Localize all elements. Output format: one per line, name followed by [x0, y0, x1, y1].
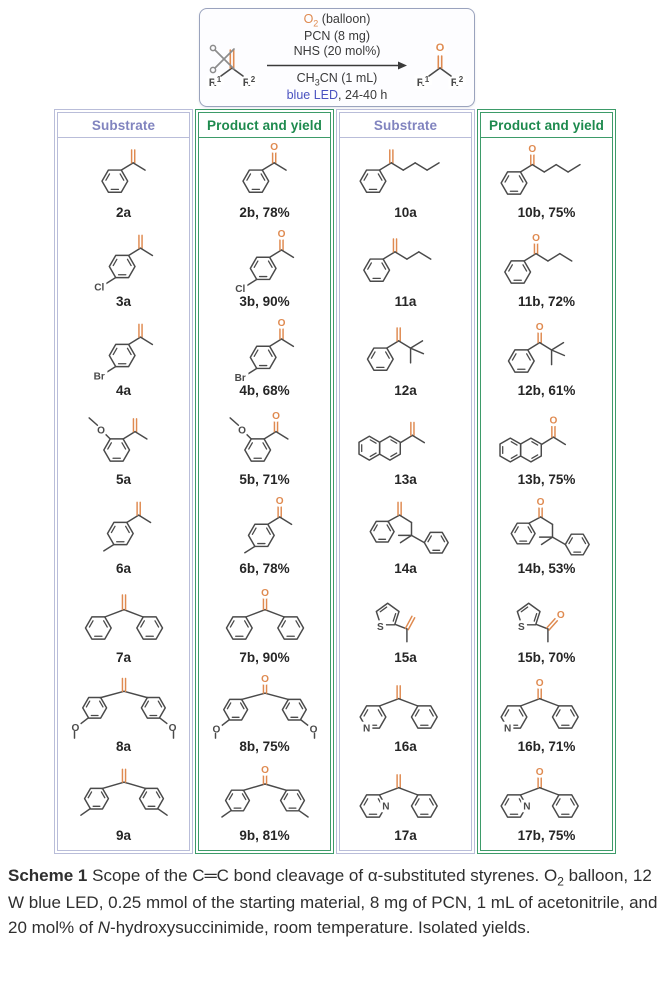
text-run: O [303, 11, 314, 26]
compound-cell-7a [58, 583, 189, 672]
svg-text:O: O [536, 497, 545, 509]
scheme-caption [8, 864, 664, 941]
text-run: blue LED [286, 88, 339, 103]
text-run: 3 [314, 77, 320, 88]
text-run: CH [296, 70, 315, 85]
compound-cell-8b [199, 672, 330, 761]
structure-4a [60, 317, 188, 383]
text-run: PCN (8 mg) [304, 29, 370, 44]
compound-cell-17a [340, 761, 471, 850]
condition-light [287, 88, 388, 103]
text-run: 2 [313, 18, 319, 29]
compound-cell-5a [58, 405, 189, 494]
column-header-prod: Product and yield [199, 113, 330, 138]
svg-text:O: O [435, 41, 445, 54]
text-run: -hydroxysuccinimide, room temperature. Isolated yields. [110, 918, 531, 937]
compound-label-12b: 12b, 61% [517, 383, 576, 398]
svg-text:O: O [548, 415, 557, 427]
reaction-arrow-icon [267, 61, 407, 70]
svg-text:R1: $R^1$ [208, 74, 222, 89]
substrate-scope-table [57, 112, 613, 851]
compound-label-6b: 6b, 78% [239, 561, 290, 576]
compound-label-5b: 5b, 71% [239, 472, 290, 487]
svg-text:O: O [309, 724, 318, 736]
compound-cell-2a [58, 138, 189, 227]
svg-text:O: O [168, 722, 177, 734]
compound-cell-9b [199, 761, 330, 850]
svg-text:N: N [522, 801, 530, 813]
text-run: CN (1 mL) [319, 70, 378, 85]
compound-cell-12a [340, 316, 471, 405]
structure-5b [201, 406, 329, 472]
structure-16b [483, 673, 611, 739]
condition-pcn [304, 29, 370, 44]
text-run: (balloon) [318, 11, 371, 26]
svg-text:N: N [503, 723, 511, 735]
compound-label-8b: 8b, 75% [239, 739, 290, 754]
svg-text:O: O [275, 496, 284, 508]
structure-12a [342, 317, 470, 383]
compound-cell-16a [340, 672, 471, 761]
compound-cell-6b [199, 494, 330, 583]
compound-label-4a: 4a [115, 383, 132, 398]
structure-14a [342, 495, 470, 561]
compound-label-13b: 13b, 75% [517, 472, 576, 487]
compound-cell-4a [58, 316, 189, 405]
compound-label-6a: 6a [115, 561, 132, 576]
scheme-caption-label: Scheme 1 [8, 866, 88, 885]
compound-cell-10a [340, 138, 471, 227]
compound-cell-10b [481, 138, 612, 227]
text-run: NHS (20 mol%) [293, 44, 381, 59]
svg-text:O: O [535, 677, 544, 689]
compound-cell-11b [481, 227, 612, 316]
svg-text:S: S [376, 621, 384, 633]
svg-text:O: O [211, 724, 220, 736]
compound-label-5a: 5a [115, 472, 132, 487]
svg-text:O: O [527, 143, 536, 155]
svg-text:N: N [362, 723, 370, 735]
compound-label-2b: 2b, 78% [239, 205, 290, 220]
svg-text:O: O [277, 229, 285, 241]
compound-cell-15b [481, 583, 612, 672]
structure-16a [342, 673, 470, 739]
compound-cell-9a [58, 761, 189, 850]
svg-text:O: O [260, 765, 269, 776]
structure-15a [342, 584, 470, 650]
svg-text:O: O [535, 321, 544, 333]
structure-2a [60, 139, 188, 205]
compound-label-12a: 12a [394, 383, 417, 398]
compound-cell-14b [481, 494, 612, 583]
svg-text:O: O [70, 722, 79, 734]
compound-cell-15a [340, 583, 471, 672]
text-run: Scope of the C═C bond cleavage of α-substituted styrenes. O [87, 866, 558, 885]
structure-14b [483, 495, 611, 561]
svg-text:Cl: Cl [234, 284, 245, 294]
reaction-conditions [263, 12, 411, 104]
compound-cell-7b [199, 583, 330, 672]
table-column-sub-3 [339, 112, 472, 851]
column-header-sub: Substrate [58, 113, 189, 138]
compound-label-3b: 3b, 90% [239, 294, 290, 309]
compound-label-11a: 11a [394, 294, 417, 309]
structure-11b [483, 228, 611, 294]
structure-9b [201, 762, 329, 828]
compound-cell-5b [199, 405, 330, 494]
structure-3a [60, 228, 188, 294]
structure-17b [483, 762, 611, 828]
compound-cell-3a [58, 227, 189, 316]
compound-label-15b: 15b, 70% [517, 650, 576, 665]
structure-17a [342, 762, 470, 828]
condition-oxygen [304, 12, 371, 29]
svg-text:O: O [260, 674, 269, 686]
condition-solvent [297, 71, 378, 88]
compound-cell-16b [481, 672, 612, 761]
svg-text:O: O [237, 425, 246, 437]
svg-text:O: O [531, 232, 540, 244]
product-structure-generic [411, 26, 471, 90]
text-run: N [97, 918, 111, 937]
compound-label-11b: 11b, 72% [517, 294, 576, 309]
compound-label-3a: 3a [115, 294, 132, 309]
structure-7a [60, 584, 188, 650]
compound-cell-12b [481, 316, 612, 405]
svg-text:O: O [96, 425, 105, 437]
text-run: , 24-40 h [338, 88, 388, 103]
text-run: balloon, 12 W blue LED, 0.25 mmol of the starting material, 8 mg of PCN, 1 mL of acetonitrile, and 20 mol% of [8, 866, 658, 937]
structure-15b [483, 584, 611, 650]
compound-label-14a: 14a [394, 561, 417, 576]
table-column-sub-1 [57, 112, 190, 851]
table-column-prod-2 [198, 112, 331, 851]
compound-label-9a: 9a [115, 828, 132, 843]
compound-cell-13a [340, 405, 471, 494]
compound-label-2a: 2a [115, 205, 132, 220]
scheme-caption-text [8, 866, 657, 937]
compound-label-7b: 7b, 90% [239, 650, 290, 665]
svg-text:O: O [277, 318, 285, 330]
reaction-conditions-box [199, 8, 475, 107]
structure-6b [201, 495, 329, 561]
svg-text:O: O [556, 609, 565, 621]
svg-text:Cl: Cl [93, 282, 104, 294]
compound-label-7a: 7a [115, 650, 132, 665]
svg-text:R2: $R^2$ [450, 74, 464, 89]
table-column-prod-4 [480, 112, 613, 851]
svg-text:O: O [260, 587, 269, 599]
column-header-sub: Substrate [340, 113, 471, 138]
compound-cell-2b [199, 138, 330, 227]
compound-cell-17b [481, 761, 612, 850]
structure-3b [201, 228, 329, 294]
compound-cell-11a [340, 227, 471, 316]
compound-cell-8a [58, 672, 189, 761]
compound-cell-4b [199, 316, 330, 405]
structure-12b [483, 317, 611, 383]
compound-label-9b: 9b, 81% [239, 828, 290, 843]
compound-label-14b: 14b, 53% [517, 561, 576, 576]
compound-cell-13b [481, 405, 612, 494]
svg-text:O: O [269, 142, 278, 153]
structure-11a [342, 228, 470, 294]
svg-text:Br: Br [234, 373, 246, 383]
structure-6a [60, 495, 188, 561]
structure-13b [483, 406, 611, 472]
structure-13a [342, 406, 470, 472]
compound-label-17b: 17b, 75% [517, 828, 576, 843]
compound-label-4b: 4b, 68% [239, 383, 290, 398]
compound-label-15a: 15a [394, 650, 417, 665]
structure-5a [60, 406, 188, 472]
structure-10a [342, 139, 470, 205]
compound-label-17a: 17a [394, 828, 417, 843]
svg-text:R2: $R^2$ [242, 74, 256, 89]
compound-cell-14a [340, 494, 471, 583]
structure-9a [60, 762, 188, 828]
structure-2b [201, 139, 329, 205]
svg-text:O: O [535, 766, 544, 778]
structure-8a [60, 673, 188, 739]
condition-nhs [294, 44, 381, 59]
structure-4b [201, 317, 329, 383]
structure-7b [201, 584, 329, 650]
svg-text:N: N [381, 801, 389, 813]
structure-10b [483, 139, 611, 205]
column-header-prod: Product and yield [481, 113, 612, 138]
compound-label-16b: 16b, 71% [517, 739, 576, 754]
compound-cell-6a [58, 494, 189, 583]
svg-text:R1: $R^1$ [416, 74, 430, 89]
compound-label-13a: 13a [394, 472, 417, 487]
compound-label-8a: 8a [115, 739, 132, 754]
text-run: 2 [557, 874, 564, 889]
substrate-structure-generic [203, 26, 263, 90]
compound-label-10b: 10b, 75% [517, 205, 576, 220]
svg-text:S: S [517, 621, 525, 633]
compound-label-10a: 10a [394, 205, 417, 220]
svg-text:O: O [271, 410, 280, 422]
svg-text:Br: Br [93, 371, 105, 383]
compound-cell-3b [199, 227, 330, 316]
compound-label-16a: 16a [394, 739, 417, 754]
structure-8b [201, 673, 329, 739]
